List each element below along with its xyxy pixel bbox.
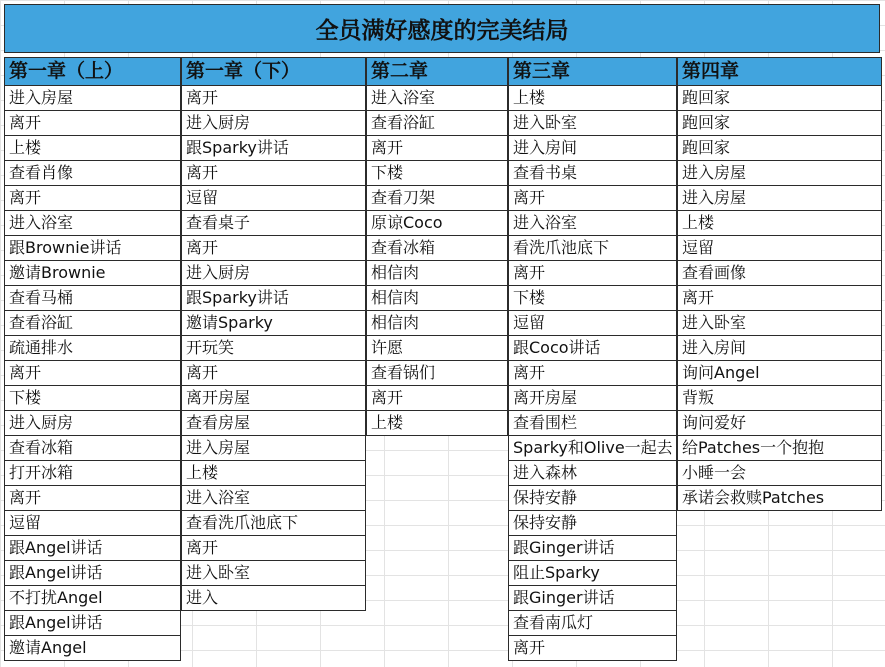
table-cell[interactable]: 相信肉 [366,286,508,311]
table-cell[interactable]: 离开 [181,86,366,111]
table-cell[interactable]: 询问Angel [677,361,882,386]
column-header[interactable]: 第三章 [508,57,677,86]
table-cell[interactable]: 离开 [4,111,181,136]
table-cell[interactable]: 邀请Sparky [181,311,366,336]
table-cell[interactable]: 离开房屋 [181,386,366,411]
table-cell[interactable]: 跟Sparky讲话 [181,136,366,161]
column-chapter-1-part-2 [181,57,366,611]
table-cell[interactable]: 离开 [508,636,677,661]
table-cell[interactable]: 离开 [4,361,181,386]
table-cell[interactable]: 进入厨房 [4,411,181,436]
table-cell[interactable]: 查看房屋 [181,411,366,436]
table-cell[interactable]: 查看锅们 [366,361,508,386]
table-cell[interactable]: 进入浴室 [366,86,508,111]
table-cell[interactable]: 进入厨房 [181,261,366,286]
table-cell[interactable]: 进入浴室 [4,211,181,236]
table-cell[interactable]: 查看浴缸 [4,311,181,336]
table-cell[interactable]: 跑回家 [677,136,882,161]
column-header[interactable]: 第一章（下） [181,57,366,86]
table-cell[interactable]: Sparky和Olive一起去 [508,436,677,461]
table-cell[interactable]: 进入浴室 [508,211,677,236]
table-cell[interactable]: 逗留 [181,186,366,211]
table-cell[interactable]: 查看画像 [677,261,882,286]
table-cell[interactable]: 离开 [508,261,677,286]
table-cell[interactable]: 查看洗爪池底下 [181,511,366,536]
table-cell[interactable]: 保持安静 [508,511,677,536]
table-cell[interactable]: 离开 [366,136,508,161]
table-cell[interactable]: 进入浴室 [181,486,366,511]
table-cell[interactable]: 逗留 [4,511,181,536]
table-cell[interactable]: 查看冰箱 [4,436,181,461]
table-cell[interactable]: 离开 [4,486,181,511]
table-cell[interactable]: 跟Angel讲话 [4,561,181,586]
table-cell[interactable]: 跟Angel讲话 [4,536,181,561]
table-cell[interactable]: 保持安静 [508,486,677,511]
table-cell[interactable]: 跟Angel讲话 [4,611,181,636]
table-cell[interactable]: 查看围栏 [508,411,677,436]
table-cell[interactable]: 看洗爪池底下 [508,236,677,261]
table-cell[interactable]: 逗留 [508,311,677,336]
table-cell[interactable]: 上楼 [508,86,677,111]
table-cell[interactable]: 阻止Sparky [508,561,677,586]
table-cell[interactable]: 进入卧室 [677,311,882,336]
sheet-title[interactable]: 全员满好感度的完美结局 [4,4,880,53]
table-cell[interactable]: 离开 [508,186,677,211]
table-cell[interactable]: 跟Coco讲话 [508,336,677,361]
table-cell[interactable]: 进入卧室 [181,561,366,586]
column-chapter-2 [366,57,508,436]
table-cell[interactable]: 询问爱好 [677,411,882,436]
table-cell[interactable]: 查看书桌 [508,161,677,186]
table-cell[interactable]: 进入房屋 [181,436,366,461]
table-cell[interactable]: 下楼 [366,161,508,186]
table-cell[interactable]: 原谅Coco [366,211,508,236]
table-cell[interactable]: 进入森林 [508,461,677,486]
table-cell[interactable]: 小睡一会 [677,461,882,486]
table-cell[interactable]: 承诺会救赎Patches [677,486,882,511]
table-cell[interactable]: 不打扰Angel [4,586,181,611]
table-cell[interactable]: 逗留 [677,236,882,261]
table-cell[interactable]: 打开冰箱 [4,461,181,486]
table-cell[interactable]: 进入房间 [677,336,882,361]
table-cell[interactable]: 相信肉 [366,261,508,286]
table-cell[interactable]: 进入房间 [508,136,677,161]
table-cell[interactable]: 离开 [366,386,508,411]
table-cell[interactable]: 开玩笑 [181,336,366,361]
table-cell[interactable]: 给Patches一个抱抱 [677,436,882,461]
table-cell[interactable]: 离开 [181,161,366,186]
table-cell[interactable]: 进入 [181,586,366,611]
table-cell[interactable]: 跑回家 [677,111,882,136]
table-cell[interactable]: 下楼 [508,286,677,311]
table-cell[interactable]: 离开 [508,361,677,386]
table-cell[interactable]: 查看刀架 [366,186,508,211]
column-header[interactable]: 第一章（上） [4,57,181,86]
table-cell[interactable]: 进入卧室 [508,111,677,136]
column-header[interactable]: 第四章 [677,57,882,86]
table-cell[interactable]: 跟Ginger讲话 [508,536,677,561]
column-chapter-1-part-1 [4,57,181,661]
table-cell[interactable]: 上楼 [4,136,181,161]
table-cell[interactable]: 查看肖像 [4,161,181,186]
table-cell[interactable]: 离开 [677,286,882,311]
table-cell[interactable]: 背叛 [677,386,882,411]
table-cell[interactable]: 许愿 [366,336,508,361]
table-cell[interactable]: 离开 [4,186,181,211]
table-cell[interactable]: 跑回家 [677,86,882,111]
table-cell[interactable]: 上楼 [181,461,366,486]
column-chapter-3 [508,57,677,661]
table-cell[interactable]: 离开 [181,236,366,261]
table-cell[interactable]: 邀请Angel [4,636,181,661]
table-cell[interactable]: 进入房屋 [4,86,181,111]
table-cell[interactable]: 离开 [181,536,366,561]
table-cell[interactable]: 进入房屋 [677,186,882,211]
table-cell[interactable]: 下楼 [4,386,181,411]
table-cell[interactable]: 离开房屋 [508,386,677,411]
table-cell[interactable]: 查看冰箱 [366,236,508,261]
table-cell[interactable]: 跟Ginger讲话 [508,586,677,611]
table-cell[interactable]: 进入房屋 [677,161,882,186]
column-header[interactable]: 第二章 [366,57,508,86]
table-cell[interactable]: 上楼 [677,211,882,236]
table-cell[interactable]: 疏通排水 [4,336,181,361]
table-cell[interactable]: 进入厨房 [181,111,366,136]
table-cell[interactable]: 离开 [181,361,366,386]
table-cell[interactable]: 查看南瓜灯 [508,611,677,636]
table-cell[interactable]: 邀请Brownie [4,261,181,286]
table-cell[interactable]: 相信肉 [366,311,508,336]
table-cell[interactable]: 跟Brownie讲话 [4,236,181,261]
table-cell[interactable]: 查看桌子 [181,211,366,236]
table-cell[interactable]: 查看浴缸 [366,111,508,136]
table-cell[interactable]: 跟Sparky讲话 [181,286,366,311]
table-cell[interactable]: 上楼 [366,411,508,436]
table-cell[interactable]: 查看马桶 [4,286,181,311]
column-chapter-4 [677,57,882,511]
